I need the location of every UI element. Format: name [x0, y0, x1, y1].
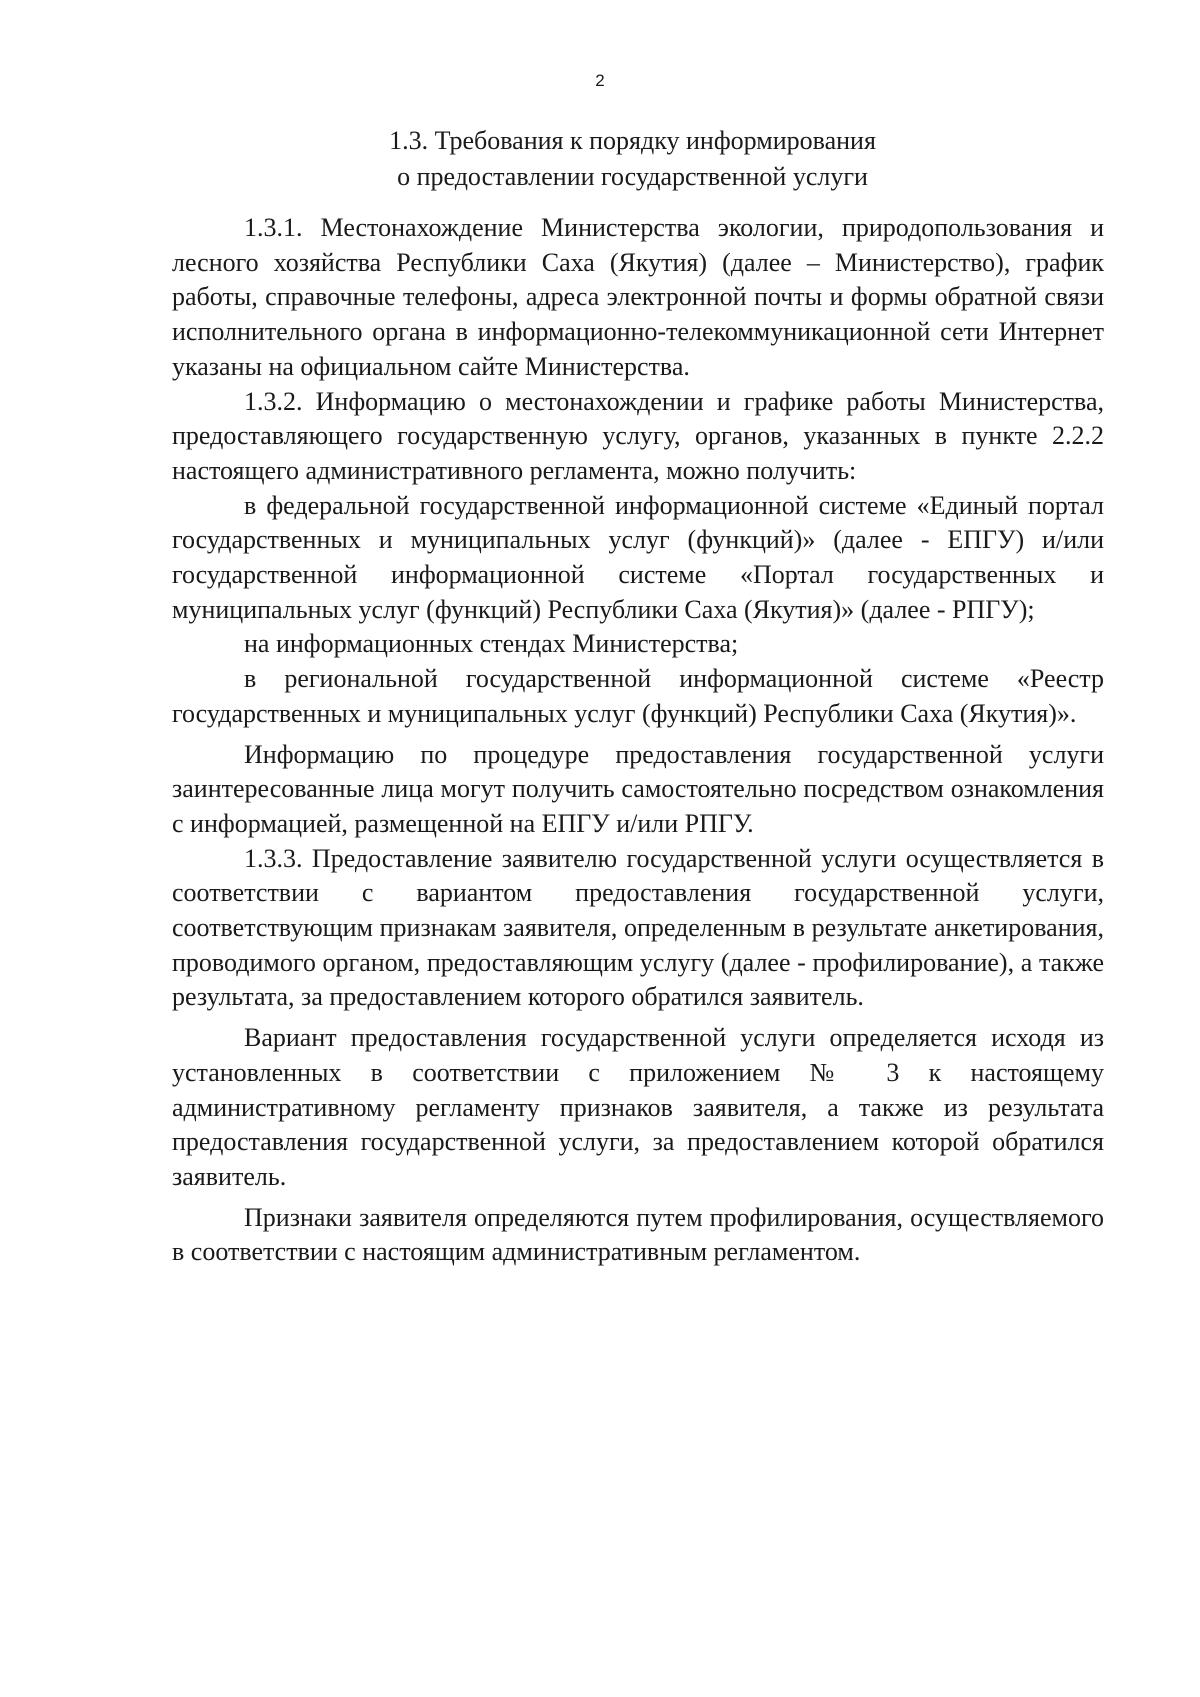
section-heading-line-1: 1.3. Требования к порядку информирования — [389, 126, 876, 155]
paragraph-epgu-rpgu: в федеральной государственной информационной системе «Единый портал государственных и муниципальных услуг (функций)» (далее - ЕПГУ) и/или государственной информационной системе «Портал государственных и муниципальных услуг (функций) Республики Саха (Якутия)» (далее - РПГУ); — [172, 490, 1104, 624]
paragraph-1-3-1: 1.3.1. Местонахождение Министерства экологии, природопользования и лесного хозяйства Республики Саха (Якутия) (далее – Министерство), график работы, справочные телефоны, адреса электронной почты и формы обратной связи исполнительного органа в информационно-телекоммуникационной сети Интернет указаны на официальном сайте Министерства. — [172, 213, 1104, 381]
paragraph-applicant-signs: Признаки заявителя определяются путем профилирования, осуществляемого в соответствии с настоящим административным регламентом. — [172, 1202, 1104, 1267]
paragraph-stands: на информационных стендах Министерства; — [244, 629, 739, 659]
section-heading-line-2: о предоставлении государственной услуги — [397, 162, 868, 191]
paragraph-1-3-2: 1.3.2. Информацию о местонахождении и графике работы Министерства, предоставляющего государственную услугу, органов, указанных в пункте 2.2.2 настоящего административного регламента, можно получить: — [172, 386, 1104, 485]
page-number: 2 — [595, 71, 605, 90]
paragraph-variant: Вариант предоставления государственной услуги определяется исходя из установленных в соответствии с приложением № 3 к настоящему административному регламенту признаков заявителя, а также из результата предоставления государственной услуги, за предоставлением которой обратился заявитель. — [172, 1023, 1104, 1191]
paragraph-procedure-info: Информацию по процедуре предоставления государственной услуги заинтересованные лица могут получить самостоятельно посредством ознакомления с информацией, размещенной на ЕПГУ и/или РПГУ. — [172, 739, 1104, 838]
section-heading — [160, 123, 1105, 195]
paragraph-registry: в региональной государственной информационной системе «Реестр государственных и муниципальных услуг (функций) Республики Саха (Якутия)». — [172, 664, 1104, 728]
paragraph-1-3-3: 1.3.3. Предоставление заявителю государственной услуги осуществляется в соответствии с вариантом предоставления государственной услуги, соответствующим признакам заявителя, определенным в результате анкетирования, проводимого органом, предоставляющим услугу (далее - профилирование), а также результата, за предоставлением которого обратился заявитель. — [172, 843, 1104, 1012]
document-body — [172, 211, 1104, 1270]
